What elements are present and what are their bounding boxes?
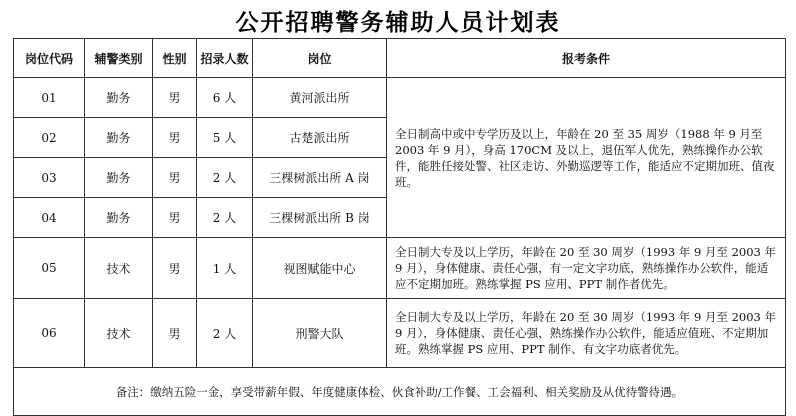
cell-auxiliary-type: 技术 [85, 238, 153, 299]
table-row [14, 238, 786, 299]
cell-requirements: 全日制大专及以上学历，年龄在 20 至 30 周岁（1993 年 9 月至 2003 年 9 月），身体健康、责任心强，熟练操作办公软件，能适应值班、不定期加班。熟练掌握 PS 应用、PPT 制作、有文字功底者优先。 [387, 299, 786, 368]
cell-gender: 男 [153, 118, 197, 158]
header-post-code: 岗位代码 [14, 39, 85, 78]
cell-gender: 男 [153, 299, 197, 368]
note-row [14, 368, 786, 416]
cell-gender: 男 [153, 198, 197, 238]
table-header-row [14, 39, 786, 78]
header-gender: 性别 [153, 39, 197, 78]
cell-post-code: 06 [14, 299, 85, 368]
cell-auxiliary-type: 勤务 [85, 78, 153, 118]
cell-post: 刑警大队 [253, 299, 387, 368]
cell-post-code: 03 [14, 158, 85, 198]
cell-post: 视图赋能中心 [253, 238, 387, 299]
cell-recruit-count: 2 人 [197, 158, 253, 198]
cell-post-code: 02 [14, 118, 85, 158]
cell-requirements-group: 全日制高中或中专学历及以上，年龄在 20 至 35 周岁（1988 年 9 月至 2003 年 9 月），身高 170CM 及以上，退伍军人优先，熟练操作办公软件，能胜任接处警、社区走访、外勤巡逻等工作，能适应不定期加班、值夜班。 [387, 78, 786, 238]
cell-recruit-count: 6 人 [197, 78, 253, 118]
header-auxiliary-type: 辅警类别 [85, 39, 153, 78]
cell-post: 古楚派出所 [253, 118, 387, 158]
cell-recruit-count: 5 人 [197, 118, 253, 158]
cell-recruit-count: 1 人 [197, 238, 253, 299]
cell-post-code: 04 [14, 198, 85, 238]
note-text: 备注：缴纳五险一金，享受带薪年假、年度健康体检、伙食补助/工作餐、工会福利、相关奖励及从优待警待遇。 [14, 368, 786, 416]
cell-auxiliary-type: 勤务 [85, 198, 153, 238]
cell-post-code: 01 [14, 78, 85, 118]
header-recruit-count: 招录人数 [197, 39, 253, 78]
cell-post-code: 05 [14, 238, 85, 299]
page-title: 公开招聘警务辅助人员计划表 [235, 10, 561, 36]
cell-recruit-count: 2 人 [197, 299, 253, 368]
header-post: 岗位 [253, 39, 387, 78]
cell-recruit-count: 2 人 [197, 198, 253, 238]
recruitment-plan-table [13, 38, 786, 416]
cell-auxiliary-type: 勤务 [85, 158, 153, 198]
cell-auxiliary-type: 技术 [85, 299, 153, 368]
cell-post: 三棵树派出所 B 岗 [253, 198, 387, 238]
cell-gender: 男 [153, 238, 197, 299]
cell-gender: 男 [153, 158, 197, 198]
cell-auxiliary-type: 勤务 [85, 118, 153, 158]
cell-gender: 男 [153, 78, 197, 118]
cell-post: 黄河派出所 [253, 78, 387, 118]
header-requirements: 报考条件 [387, 39, 786, 78]
cell-requirements: 全日制大专及以上学历，年龄在 20 至 30 周岁（1993 年 9 月至 2003 年 9 月），身体健康、责任心强，有一定文字功底，熟练操作办公软件，能适应不定期加班。熟练掌握 PS 应用、PPT 制作者优先。 [387, 238, 786, 299]
cell-post: 三棵树派出所 A 岗 [253, 158, 387, 198]
table-row [14, 78, 786, 118]
table-row [14, 299, 786, 368]
